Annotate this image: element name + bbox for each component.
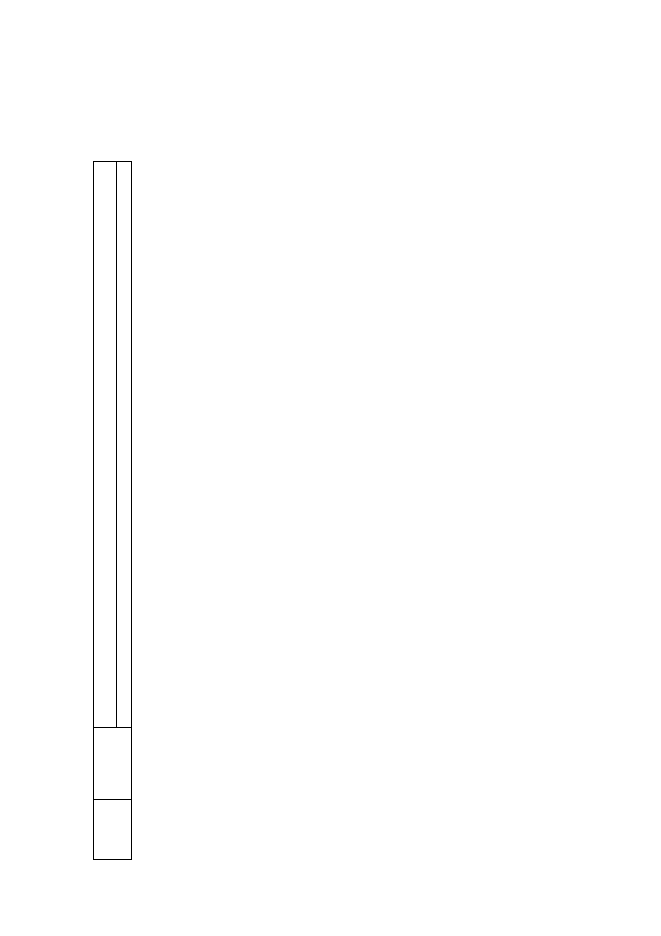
- header-thread: [94, 800, 132, 860]
- header-load-label: [117, 162, 132, 728]
- header-strength-class: [94, 162, 117, 728]
- rotated-table-block: [78, 60, 598, 860]
- header-area: [94, 728, 132, 800]
- loads-table: [93, 161, 132, 860]
